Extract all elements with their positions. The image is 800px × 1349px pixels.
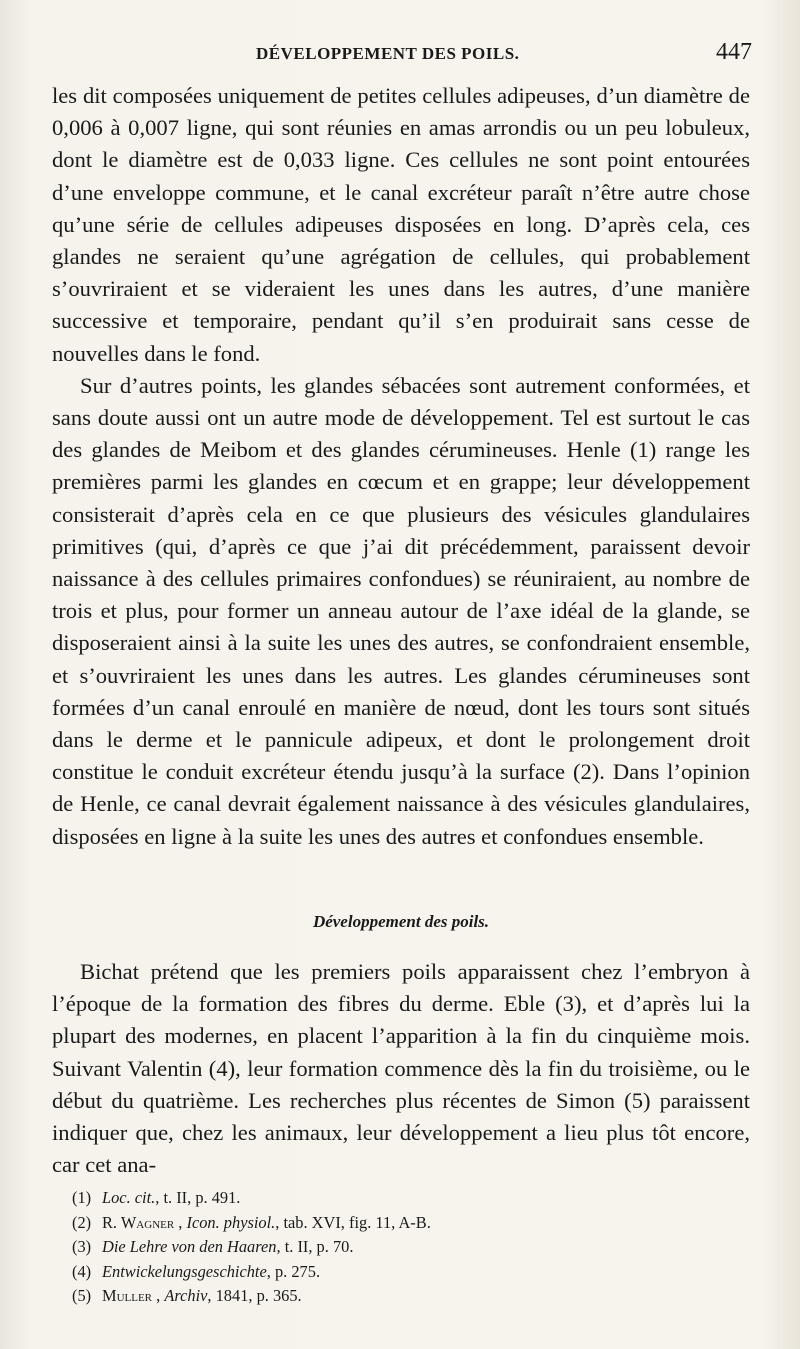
- running-head: [52, 39, 752, 76]
- section-heading: Développement des poils.: [312, 912, 490, 931]
- page-number: 447: [716, 39, 752, 65]
- footnote-reference: , t. II, p. 491.: [155, 1188, 241, 1207]
- footnote-work: Entwickelungsgeschichte: [102, 1261, 267, 1281]
- running-title: DÉVELOPPEMENT DES POILS.: [256, 44, 520, 63]
- section-body: [52, 956, 750, 1181]
- footnote-reference: , t. II, p. 70.: [276, 1237, 354, 1257]
- body-text: [52, 80, 750, 853]
- footnote-author: R. Wagner ,: [102, 1212, 187, 1232]
- footnote-work: Loc. cit.: [102, 1188, 156, 1207]
- footnote-reference: , tab. XVI, fig. 11, A-B.: [275, 1212, 431, 1232]
- footnote-number: (3): [72, 1237, 92, 1257]
- footnote-work: Die Lehre von den Haaren: [102, 1237, 277, 1257]
- footnote: [72, 1260, 752, 1285]
- footnote-reference: , 1841, p. 365.: [207, 1286, 302, 1306]
- footnote-number: (1): [72, 1188, 92, 1207]
- footnote-number: (4): [72, 1261, 92, 1281]
- paragraph-poils: Bichat prétend que les premiers poils apparaissent chez l’embryon à l’époque de la formation des fibres du derme. Eble (3), et d’après lui la plupart des modernes, en placent l’apparition à la fin du cinquième mois. Suivant Valentin (4), leur formation commence dès la fin du troisième, ou le début du quatrième. Les recherches plus récentes de Simon (5) paraissent indiquer que, chez les animaux, leur développement a lieu plus tôt encore, car cet ana-: [52, 959, 750, 1178]
- paragraph-continuation: les dit composées uniquement de petites cellules adipeuses, d’un diamètre de 0,006 à 0,007 ligne, qui sont réunies en amas arrondis ou un peu lobuleux, dont le diamètre est de 0,033 ligne. Ces cellules ne sont point entourées d’une enveloppe commune, et le canal excréteur paraît n’être autre chose qu’une série de cellules adipeuses disposées en long. D’après cela, ces glandes ne seraient qu’une agrégation de cellules, qui probablement s’ouvriraient et se videraient les unes dans les autres, d’une manière successive et temporaire, pendant qu’il s’en produirait sans cesse de nouvelles dans le fond.: [52, 83, 750, 366]
- footnote: [72, 1235, 752, 1260]
- footnote-work: Icon. physiol.: [186, 1212, 276, 1232]
- footnote-reference: , p. 275.: [266, 1261, 321, 1281]
- footnote: [72, 1186, 752, 1211]
- footnote-number: (5): [72, 1286, 92, 1306]
- footnote: [72, 1284, 752, 1309]
- footnotes: [72, 1186, 752, 1309]
- footnote-author: Muller ,: [102, 1286, 165, 1306]
- footnote: [72, 1211, 752, 1236]
- footnote-work: Archiv: [164, 1286, 208, 1306]
- paragraph-glandes-sebacees: Sur d’autres points, les glandes sébacées sont autrement conformées, et sans doute aussi ont un autre mode de développement. Tel est surtout le cas des glandes de Meibom et des glandes cérumineuses. Henle (1) range les premières parmi les glandes en cœcum et en grappe; leur développement consisterait d’après cela en ce que plusieurs des vésicules glandulaires primitives (qui, d’après ce que j’ai dit précédemment, paraissent devoir naissance à des cellules primaires confondues) se réuniraient, au nombre de trois et plus, pour former un anneau autour de l’axe idéal de la glande, se disposeraient ainsi à la suite les unes des autres, se confondraient ensemble, et s’ouvriraient les unes dans les autres. Les glandes cérumineuses sont formées d’un canal enroulé en manière de nœud, dont les tours sont situés dans le derme et le pannicule adipeux, et dont le prolongement droit constitue le conduit excréteur étendu jusqu’à la surface (2). Dans l’opinion de Henle, ce canal devrait également naissance à des vésicules glandulaires, disposées en ligne à la suite les unes des autres et confondues ensemble.: [52, 372, 750, 849]
- footnote-number: (2): [72, 1212, 92, 1232]
